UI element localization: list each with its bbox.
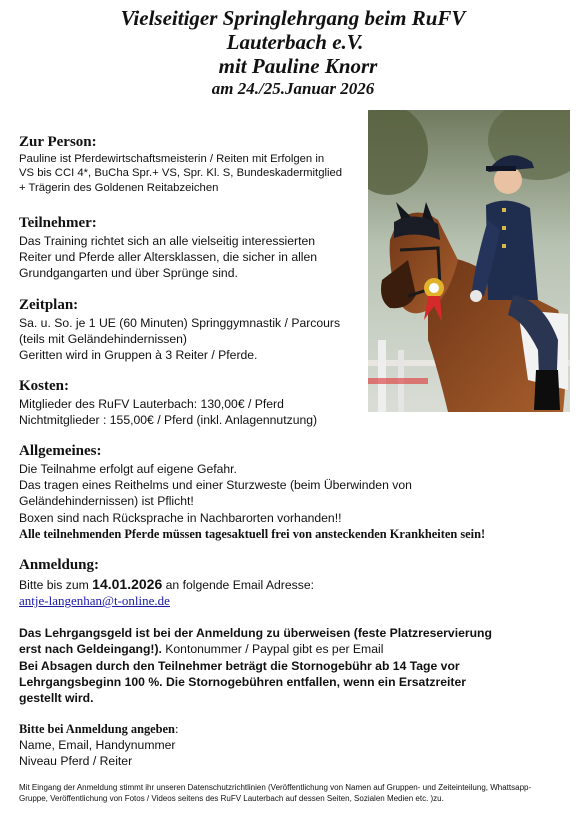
cancel-line: Lehrgangsbeginn 100 %. Die Stornogebühren entfallen, wenn ein Ersatzreiter (19, 674, 466, 689)
fee-line (19, 641, 569, 657)
schedule-line: Sa. u. So. je 1 UE (60 Minuten) Springgymnastik / Parcours (19, 316, 341, 330)
participants-line: Das Training richtet sich an alle vielseitig interessierten (19, 234, 316, 248)
costs-line: Mitglieder des RuFV Lauterbach: 130,00€ / Pferd (19, 397, 284, 411)
general-line: Das tragen eines Reithelms und einer Sturzweste (beim Überwinden von (19, 478, 412, 493)
person-line: Pauline ist Pferdewirtschaftsmeisterin / Reiten mit Erfolgen in (19, 153, 325, 165)
section-heading: Anmeldung: (19, 557, 100, 573)
section-heading: Zeitplan: (19, 297, 79, 313)
cancel-line: Bei Absagen durch den Teilnehmer beträgt die Stornogebühr ab 14 Tage vor (19, 658, 460, 673)
section-provide-info (19, 721, 419, 769)
section-heading: Kosten: (19, 378, 69, 394)
provide-colon: : (174, 722, 179, 736)
registration-suffix: an folgende Email Adresse: (165, 578, 314, 592)
participants-line: Grundgangarten und über Sprünge sind. (19, 266, 238, 281)
section-person (19, 134, 369, 195)
section-general (19, 443, 569, 542)
section-registration (19, 557, 569, 706)
privacy-footer: Mit Eingang der Anmeldung stimmt ihr unseren Datenschutzrichtlinien (Veröffentlichung von Namen auf Gruppen- und Zeiteinteilung, Whattsapp- Gruppe, Veröffentlichung von Fotos / Videos seitens des RuFV Lauterbach auf dessen Seiten, Sozialen Medien etc. )zu. (19, 783, 532, 803)
fee-line (19, 625, 569, 641)
provide-line: Niveau Pferd / Reiter (19, 754, 133, 769)
fee-bold-text: Das Lehrgangsgeld ist bei der Anmeldung zu überweisen (feste Platzreservierung (19, 626, 492, 641)
title-line-2: Lauterbach e.V. (226, 30, 364, 54)
general-line: Geländehindernissen) ist Pflicht! (19, 494, 194, 509)
event-date: am 24./25.Januar 2026 (211, 79, 375, 98)
costs-line: Nichtmitglieder : 155,00€ / Pferd (inkl. Anlagennutzung) (19, 413, 318, 428)
title-line-1: Vielseitiger Springlehrgang beim RuFV (120, 6, 466, 30)
person-line: VS bis CCI 4*, BuCha Spr.+ VS, Spr. Kl. S, Bundeskadermitglied (19, 167, 343, 180)
registration-deadline: 14.01.2026 (92, 576, 163, 592)
schedule-line: (teils mit Geländehindernissen) (19, 332, 187, 347)
general-line: Boxen sind nach Rücksprache in Nachbarorten vorhanden!! (19, 510, 342, 525)
fee-normal-text: Kontonummer / Paypal gibt es per Email (161, 642, 384, 657)
cancel-line: gestellt wird. (19, 691, 94, 706)
section-costs (19, 378, 369, 428)
rider-photo (368, 110, 570, 412)
general-line: Die Teilnahme erfolgt auf eigene Gefahr. (19, 462, 237, 476)
person-line: + Trägerin des Goldenen Reitabzeichen (19, 181, 219, 194)
provide-line: Name, Email, Handynummer (19, 738, 176, 752)
page-title (0, 6, 586, 100)
rider-on-horse-photo-icon (368, 110, 570, 412)
registration-deadline-line (19, 576, 569, 593)
section-participants (19, 215, 369, 282)
email-link[interactable]: antje-langenhan@t-online.de (19, 593, 170, 609)
section-heading: Teilnehmer: (19, 215, 97, 231)
section-schedule (19, 297, 369, 364)
section-heading: Allgemeines: (19, 443, 102, 459)
provide-heading: Bitte bei Anmeldung angeben (19, 722, 175, 736)
registration-prefix: Bitte bis zum (19, 578, 89, 592)
participants-line: Reiter und Pferde aller Altersklassen, die sicher in allen (19, 250, 318, 265)
schedule-line: Geritten wird in Gruppen à 3 Reiter / Pferde. (19, 348, 258, 363)
section-heading: Zur Person: (19, 134, 97, 150)
health-requirement: Alle teilnehmenden Pferde müssen tagesaktuell frei von ansteckenden Krankheiten sein! (19, 526, 486, 541)
title-line-3: mit Pauline Knorr (218, 54, 378, 78)
fee-bold-text: erst nach Geldeingang!). (19, 642, 162, 657)
